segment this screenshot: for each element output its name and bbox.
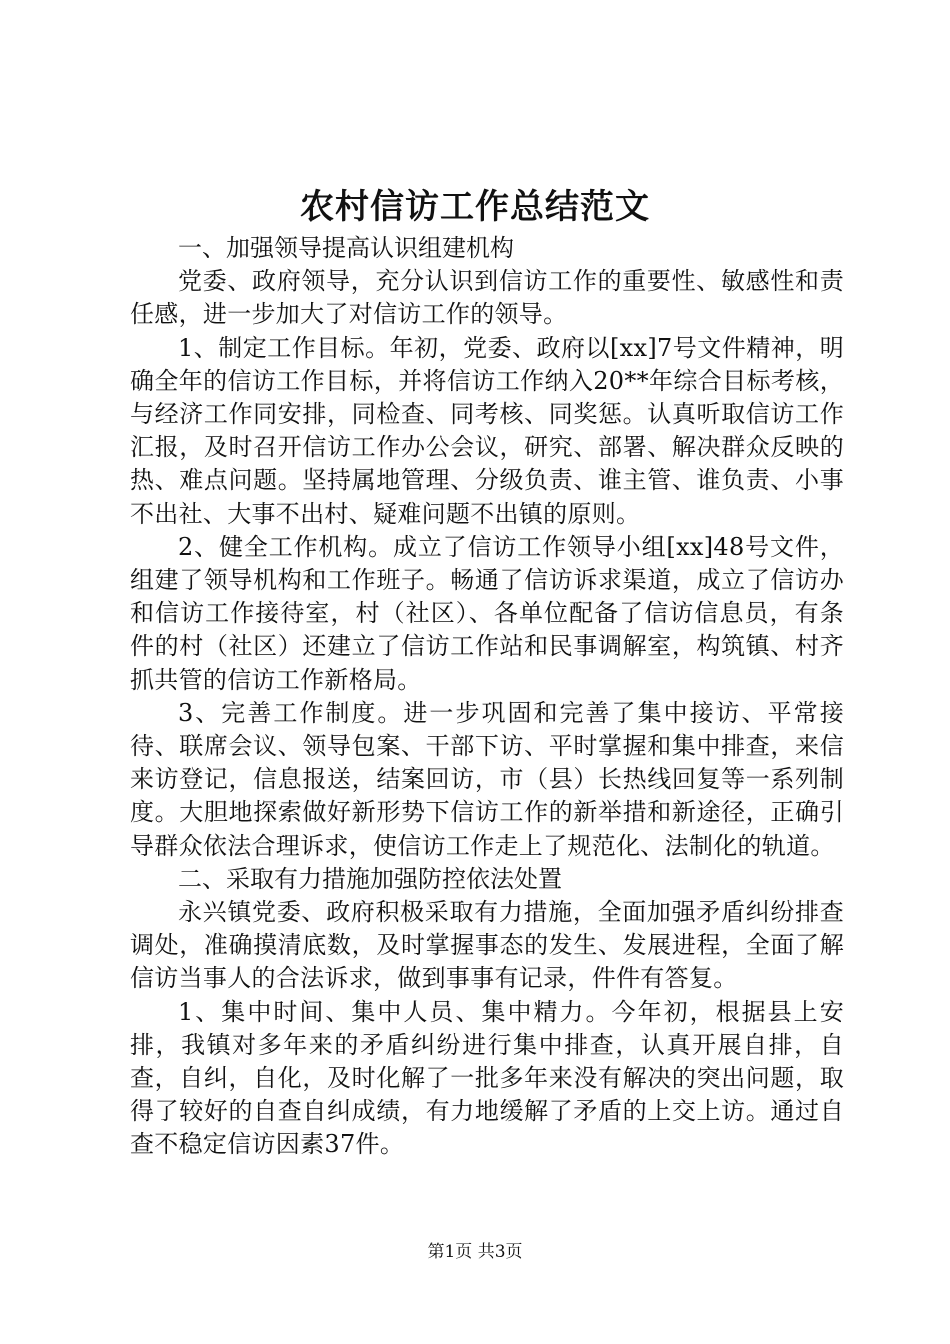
- body-paragraph: 1、制定工作目标。年初，党委、政府以[xx]7号文件精神，明确全年的信访工作目标，并将信访工作纳入20**年综合目标考核，与经济工作同安排，同检查、同考核、同奖惩。认真听取信访工作汇报，及时召开信访工作办公会议，研究、部署、解决群众反映的热、难点问题。坚持属地管理、分级负责、谁主管、谁负责、小事不出社、大事不出村、疑难问题不出镇的原则。: [130, 333, 844, 528]
- body-paragraph: 1、集中时间、集中人员、集中精力。今年初，根据县上安排，我镇对多年来的矛盾纠纷进行集中排查，认真开展自排，自查，自纠，自化，及时化解了一批多年来没有解决的突出问题，取得了较好的自查自纠成绩，有力地缓解了矛盾的上交上访。通过自查不稳定信访因素37件。: [130, 997, 844, 1159]
- document-body: [130, 232, 844, 1162]
- body-paragraph: 2、健全工作机构。成立了信访工作领导小组[xx]48号文件，组建了领导机构和工作班子。畅通了信访诉求渠道，成立了信访办和信访工作接待室，村（社区）、各单位配备了信访信息员，有条件的村（社区）还建立了信访工作站和民事调解室，构筑镇、村齐抓共管的信访工作新格局。: [130, 532, 844, 694]
- body-paragraph: 永兴镇党委、政府积极采取有力措施，全面加强矛盾纠纷排查调处，准确摸清底数，及时掌握事态的发生、发展进程，全面了解信访当事人的合法诉求，做到事事有记录，件件有答复。: [130, 898, 844, 993]
- section-heading-2: 二、采取有力措施加强防控依法处置: [178, 864, 562, 893]
- document-title: 农村信访工作总结范文: [300, 187, 650, 227]
- body-paragraph: 党委、政府领导，充分认识到信访工作的重要性、敏感性和责任感，进一步加大了对信访工作的领导。: [130, 267, 844, 329]
- body-paragraph: 3、完善工作制度。进一步巩固和完善了集中接访、平常接待、联席会议、领导包案、干部下访、平时掌握和集中排查，来信来访登记，信息报送，结案回访，市（县）长热线回复等一系列制度。大胆地探索做好新形势下信访工作的新举措和新途径，正确引导群众依法合理诉求，使信访工作走上了规范化、法制化的轨道。: [130, 698, 844, 860]
- page-footer: 第1页 共3页: [427, 1242, 523, 1262]
- section-heading-1: 一、加强领导提高认识组建机构: [178, 234, 514, 262]
